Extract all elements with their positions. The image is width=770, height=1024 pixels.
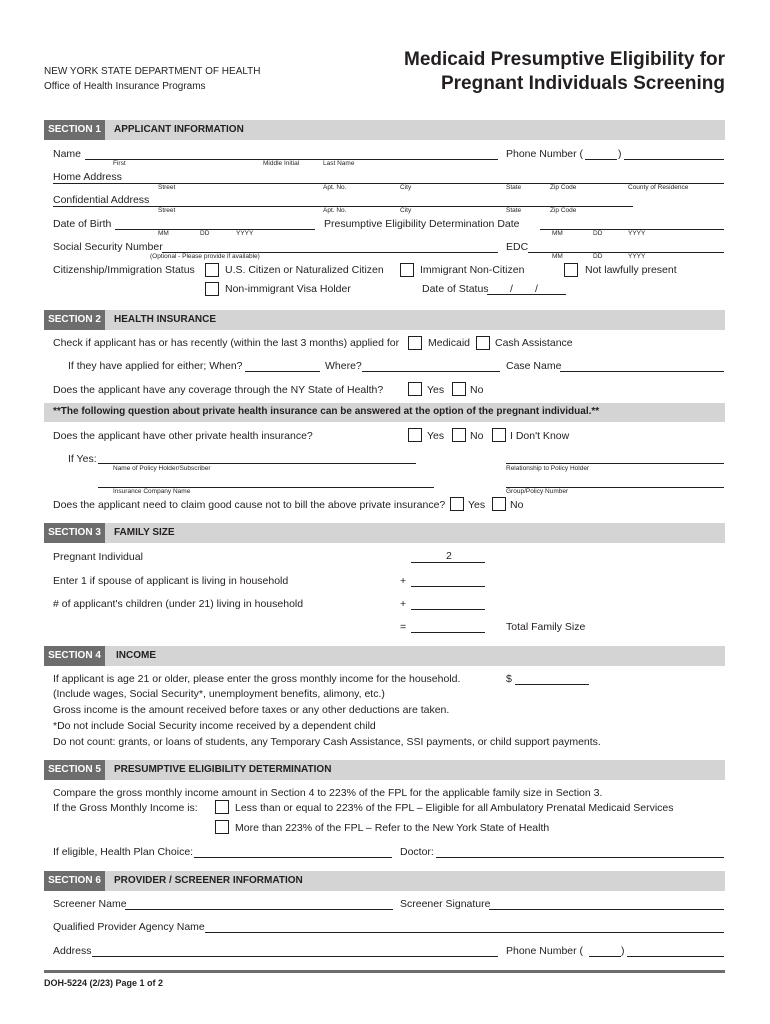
- spouse-field[interactable]: [411, 586, 485, 587]
- section3-header: [44, 523, 725, 543]
- children-label: # of applicant's children (under 21) living in household: [53, 598, 304, 610]
- plan-choice-label: If eligible, Health Plan Choice:: [53, 846, 194, 858]
- spouse-plus: +: [400, 575, 407, 587]
- income-field[interactable]: [515, 684, 589, 685]
- ped-yyyy-hint: YYYY: [628, 230, 646, 237]
- phone-number-field[interactable]: [624, 159, 724, 160]
- section6-header: [44, 871, 725, 891]
- ssn-label: Social Security Number: [53, 241, 163, 253]
- where-field[interactable]: [362, 371, 500, 372]
- office-name: Office of Health Insurance Programs: [44, 81, 206, 92]
- screener-sig-field[interactable]: [489, 909, 724, 910]
- income-line4: *Do not include Social Security income received by a dependent child: [53, 720, 376, 732]
- pregnant-field[interactable]: [411, 562, 485, 563]
- provider-phone-area-field[interactable]: [589, 956, 621, 957]
- section3-title: FAMILY SIZE: [114, 527, 175, 538]
- section2-header: [44, 310, 725, 330]
- total-label: Total Family Size: [506, 621, 586, 633]
- date-status-field[interactable]: [487, 294, 566, 295]
- good-cause-no-checkbox[interactable]: [492, 497, 506, 511]
- dob-yyyy-hint: YYYY: [236, 230, 254, 237]
- private-no-checkbox[interactable]: [452, 428, 466, 442]
- middle-hint: Middle Initial: [263, 160, 300, 167]
- doctor-field[interactable]: [436, 857, 724, 858]
- medicaid-label: Medicaid: [428, 337, 471, 349]
- visa-label: Non-immigrant Visa Holder: [225, 283, 351, 295]
- provider-phone-label: Phone Number (: [506, 945, 584, 957]
- pregnant-value: 2: [446, 550, 452, 562]
- private-no-label: No: [470, 430, 484, 442]
- citizenship-label: Citizenship/Immigration Status: [53, 264, 195, 276]
- edc-label: EDC: [506, 241, 529, 253]
- nysoh-no-label: No: [470, 384, 484, 396]
- form-id: DOH-5224 (2/23) Page 1 of 2: [44, 978, 164, 988]
- doctor-label: Doctor:: [400, 846, 434, 858]
- good-cause-no-label: No: [510, 499, 524, 511]
- form-title-line1: Medicaid Presumptive Eligibility for: [404, 49, 725, 70]
- ped-line1: Compare the gross monthly income amount in Section 4 to 223% of the FPL for the applicable family size in Section 3.: [53, 787, 603, 799]
- date-slash-2: /: [535, 283, 538, 295]
- screener-name-label: Screener Name: [53, 898, 127, 910]
- section1-title: APPLICANT INFORMATION: [114, 124, 244, 135]
- private-dont-know-label: I Don't Know: [510, 430, 570, 442]
- ped-dd-hint: DD: [593, 230, 603, 237]
- section3-badge: SECTION 3: [44, 523, 105, 543]
- city-hint: City: [400, 184, 412, 191]
- immigrant-checkbox[interactable]: [400, 263, 414, 277]
- dob-mm-hint: MM: [158, 230, 169, 237]
- good-cause-question: Does the applicant need to claim good cause not to bill the above private insurance?: [53, 499, 446, 511]
- screener-name-field[interactable]: [125, 909, 393, 910]
- form-title-line2: Pregnant Individuals Screening: [440, 73, 725, 94]
- total-equals: =: [400, 621, 407, 633]
- visa-checkbox[interactable]: [205, 282, 219, 296]
- screener-sig-label: Screener Signature: [400, 898, 491, 910]
- refer-label: More than 223% of the FPL – Refer to the New York State of Health: [235, 822, 550, 834]
- not-lawful-checkbox[interactable]: [564, 263, 578, 277]
- private-dont-know-checkbox[interactable]: [492, 428, 506, 442]
- conf-address-label: Confidential Address: [53, 194, 150, 206]
- zip-hint-2: Zip Code: [550, 207, 577, 214]
- apt-hint-2: Apt. No.: [323, 207, 347, 214]
- nysoh-yes-checkbox[interactable]: [408, 382, 422, 396]
- pregnant-label: Pregnant Individual: [53, 551, 143, 563]
- date-slash-1: /: [510, 283, 513, 295]
- zip-hint: Zip Code: [550, 184, 577, 191]
- where-label: Where?: [325, 360, 362, 372]
- home-address-label: Home Address: [53, 171, 122, 183]
- phone-label: Phone Number (: [506, 148, 584, 160]
- provider-phone-field[interactable]: [627, 956, 724, 957]
- state-hint-2: State: [506, 207, 522, 214]
- insurance-company-hint: Insurance Company Name: [113, 488, 191, 495]
- footer-rule: [44, 970, 725, 973]
- section4-title: INCOME: [116, 650, 156, 661]
- ped-mm-hint: MM: [552, 230, 563, 237]
- section6-title: PROVIDER / SCREENER INFORMATION: [114, 875, 303, 886]
- ssn-note: (Optional - Please provide if available): [150, 253, 260, 260]
- ped-line2: If the Gross Monthly Income is:: [53, 802, 198, 814]
- section6-badge: SECTION 6: [44, 871, 105, 891]
- income-line2: (Include wages, Social Security*, unemployment benefits, alimony, etc.): [53, 688, 385, 700]
- phone-paren: ): [618, 148, 622, 160]
- eligible-checkbox[interactable]: [215, 800, 229, 814]
- good-cause-yes-checkbox[interactable]: [450, 497, 464, 511]
- section1-header: [44, 120, 725, 140]
- medicaid-checkbox[interactable]: [408, 336, 422, 350]
- section5-header: [44, 760, 725, 780]
- name-label: Name: [53, 148, 82, 160]
- section5-badge: SECTION 5: [44, 760, 105, 780]
- relationship-field[interactable]: [506, 463, 724, 464]
- agency-label: Qualified Provider Agency Name: [53, 921, 205, 933]
- eligible-label: Less than or equal to 223% of the FPL – Eligible for all Ambulatory Prenatal Medicaid Services: [235, 802, 674, 814]
- date-status-label: Date of Status: [422, 283, 489, 295]
- applied-question: Check if applicant has or has recently (within the last 3 months) applied for: [53, 337, 400, 349]
- children-plus: +: [400, 598, 407, 610]
- apt-hint: Apt. No.: [323, 184, 347, 191]
- dob-label: Date of Birth: [53, 218, 112, 230]
- good-cause-yes-label: Yes: [468, 499, 486, 511]
- agency-name: NEW YORK STATE DEPARTMENT OF HEALTH: [44, 66, 261, 77]
- policy-holder-field[interactable]: [98, 463, 416, 464]
- spouse-label: Enter 1 if spouse of applicant is living in household: [53, 575, 289, 587]
- ped-date-label: Presumptive Eligibility Determination Date: [324, 218, 520, 230]
- private-yes-label: Yes: [427, 430, 445, 442]
- cash-checkbox[interactable]: [476, 336, 490, 350]
- refer-checkbox[interactable]: [215, 820, 229, 834]
- first-hint: First: [113, 160, 126, 167]
- section4-badge: SECTION 4: [44, 646, 105, 666]
- edc-dd-hint: DD: [593, 253, 603, 260]
- county-hint: County of Residence: [628, 184, 689, 191]
- street-hint: Street: [158, 184, 176, 191]
- plan-choice-field[interactable]: [194, 857, 392, 858]
- provider-address-label: Address: [53, 945, 92, 957]
- group-number-hint: Group/Policy Number: [506, 488, 569, 495]
- private-ins-question: Does the applicant have other private health insurance?: [53, 430, 313, 442]
- last-hint: Last Name: [323, 160, 355, 167]
- private-insurance-notice-bar: [44, 403, 725, 422]
- section2-badge: SECTION 2: [44, 310, 105, 330]
- nysoh-yes-label: Yes: [427, 384, 445, 396]
- state-hint: State: [506, 184, 522, 191]
- citizen-checkbox[interactable]: [205, 263, 219, 277]
- edc-yyyy-hint: YYYY: [628, 253, 646, 260]
- income-line1: If applicant is age 21 or older, please enter the gross monthly income for the household.: [53, 673, 461, 685]
- policy-holder-hint: Name of Policy Holder/Subscriber: [113, 465, 211, 472]
- nysoh-no-checkbox[interactable]: [452, 382, 466, 396]
- nysoh-question: Does the applicant have any coverage through the NY State of Health?: [53, 384, 384, 396]
- city-hint-2: City: [400, 207, 412, 214]
- provider-address-field[interactable]: [92, 956, 498, 957]
- home-address-field[interactable]: [53, 183, 724, 184]
- citizen-label: U.S. Citizen or Naturalized Citizen: [225, 264, 384, 276]
- dob-field[interactable]: [115, 229, 315, 230]
- if-yes-label: If Yes:: [68, 453, 97, 465]
- cash-label: Cash Assistance: [495, 337, 573, 349]
- street-hint-2: Street: [158, 207, 176, 214]
- section1-badge: SECTION 1: [44, 120, 105, 140]
- income-line5: Do not count: grants, or loans of students, any Temporary Cash Assistance, SSI payments, or child support payments.: [53, 736, 601, 748]
- dob-dd-hint: DD: [200, 230, 210, 237]
- agency-field[interactable]: [205, 932, 724, 933]
- private-insurance-notice: **The following question about private health insurance can be answered at the option of the pregnant individual.**: [53, 406, 600, 417]
- children-field[interactable]: [411, 609, 485, 610]
- income-dollar: $: [506, 673, 512, 685]
- relationship-hint: Relationship to Policy Holder: [506, 465, 590, 472]
- not-lawful-label: Not lawfully present: [585, 264, 677, 276]
- case-name-label: Case Name: [506, 360, 562, 372]
- total-field[interactable]: [411, 632, 485, 633]
- phone-area-field[interactable]: [585, 159, 617, 160]
- edc-mm-hint: MM: [552, 253, 563, 260]
- when-label: If they have applied for either; When?: [68, 360, 243, 372]
- private-yes-checkbox[interactable]: [408, 428, 422, 442]
- immigrant-label: Immigrant Non-Citizen: [420, 264, 525, 276]
- income-line3: Gross income is the amount received before taxes or any other deductions are taken.: [53, 704, 450, 716]
- case-name-field[interactable]: [560, 371, 724, 372]
- section5-title: PRESUMPTIVE ELIGIBILITY DETERMINATION: [114, 764, 332, 775]
- when-field[interactable]: [245, 371, 320, 372]
- section2-title: HEALTH INSURANCE: [114, 314, 217, 325]
- provider-phone-paren: ): [621, 945, 625, 957]
- section4-header: [44, 646, 725, 666]
